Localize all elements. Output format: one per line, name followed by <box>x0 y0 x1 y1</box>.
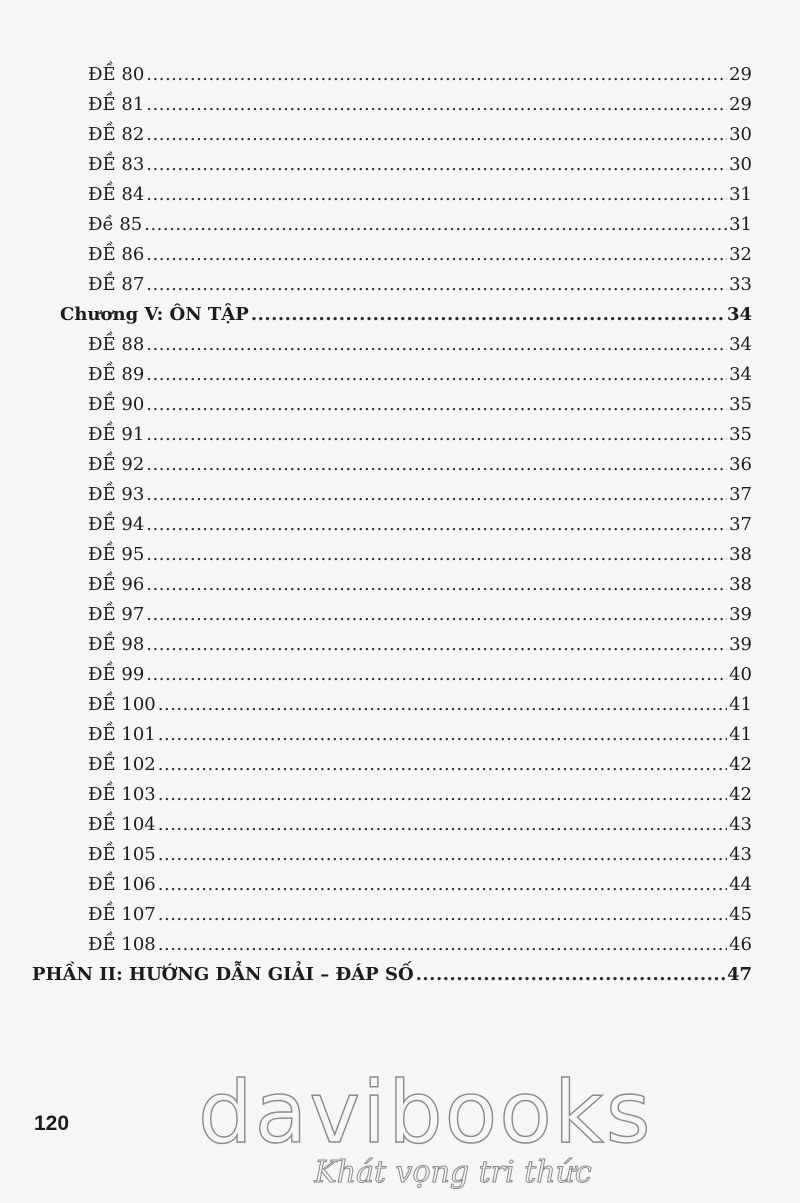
toc-entry-page: 29 <box>729 64 752 85</box>
toc-entry-page: 32 <box>729 244 752 265</box>
dot-leader <box>146 390 727 420</box>
toc-entry <box>88 420 752 450</box>
toc-entry-label: ĐỀ 107 <box>88 904 156 925</box>
toc-entry-label: ĐỀ 106 <box>88 874 156 895</box>
toc-entry-page: 42 <box>729 784 752 805</box>
toc-entry-label: ĐỀ 92 <box>88 454 145 475</box>
dot-leader <box>158 690 727 720</box>
toc-entry <box>88 630 752 660</box>
dot-leader <box>146 660 727 690</box>
toc-entry-page: 38 <box>729 574 752 595</box>
toc-entry <box>88 180 752 210</box>
toc-entry-page: 34 <box>729 364 752 385</box>
dot-leader <box>158 930 727 960</box>
toc-entry <box>88 900 752 930</box>
toc-entry <box>88 870 752 900</box>
toc-entry-label: ĐỀ 104 <box>88 814 156 835</box>
dot-leader <box>146 630 727 660</box>
toc-entry <box>88 480 752 510</box>
toc-entry-label: ĐỀ 80 <box>88 64 145 85</box>
page-number: 120 <box>34 1112 70 1135</box>
brand-name: davibooks <box>198 1063 653 1163</box>
toc-entry <box>88 510 752 540</box>
toc-entry <box>88 810 752 840</box>
dot-leader <box>146 570 727 600</box>
toc-entry <box>88 690 752 720</box>
toc-entry-page: 30 <box>729 154 752 175</box>
toc-entry-label: ĐỀ 95 <box>88 544 145 565</box>
toc-entry <box>88 150 752 180</box>
toc-entry-page: 41 <box>729 724 752 745</box>
toc-entry-label: ĐỀ 89 <box>88 364 145 385</box>
toc-entry <box>88 90 752 120</box>
toc-entry <box>88 270 752 300</box>
toc-entry-label: ĐỀ 87 <box>88 274 145 295</box>
dot-leader <box>158 750 727 780</box>
toc-entry-label: ĐỀ 81 <box>88 94 145 115</box>
dot-leader <box>158 900 727 930</box>
dot-leader <box>146 270 727 300</box>
toc-entry <box>88 840 752 870</box>
dot-leader <box>146 360 727 390</box>
toc-entry-label: Đề 85 <box>88 214 143 235</box>
toc-entry <box>88 540 752 570</box>
toc-entry <box>88 240 752 270</box>
dot-leader <box>146 150 727 180</box>
toc-entry-label: PHẦN II: HƯỚNG DẪN GIẢI – ĐÁP SỐ <box>32 964 414 985</box>
toc-chapter-heading <box>60 300 752 330</box>
toc-entry-page: 47 <box>726 964 752 985</box>
toc-entry-page: 33 <box>729 274 752 295</box>
dot-leader <box>158 810 727 840</box>
toc-entry-label: ĐỀ 96 <box>88 574 145 595</box>
dot-leader <box>146 600 727 630</box>
toc-entry-page: 44 <box>729 874 752 895</box>
toc-entry-page: 43 <box>729 844 752 865</box>
dot-leader <box>144 210 727 240</box>
toc-entry-page: 39 <box>729 634 752 655</box>
dot-leader <box>146 540 727 570</box>
toc-entry <box>88 390 752 420</box>
dot-leader <box>146 180 727 210</box>
toc-entry-label: ĐỀ 88 <box>88 334 145 355</box>
toc-entry-label: ĐỀ 100 <box>88 694 156 715</box>
toc-entry-page: 37 <box>729 514 752 535</box>
toc-entry-page: 31 <box>729 214 752 235</box>
dot-leader <box>146 120 727 150</box>
toc-entry <box>88 360 752 390</box>
toc-entry <box>88 330 752 360</box>
toc-entry-label: ĐỀ 102 <box>88 754 156 775</box>
toc-entry <box>88 450 752 480</box>
toc-entry-label: ĐỀ 105 <box>88 844 156 865</box>
dot-leader <box>146 330 727 360</box>
brand-tagline: Khát vọng tri thức <box>314 1155 592 1190</box>
toc-entry-label: ĐỀ 108 <box>88 934 156 955</box>
toc-entry-label: ĐỀ 91 <box>88 424 145 445</box>
dot-leader <box>251 300 725 330</box>
toc-entry-label: ĐỀ 83 <box>88 154 145 175</box>
toc-entry-page: 45 <box>729 904 752 925</box>
toc-entry-page: 41 <box>729 694 752 715</box>
dot-leader <box>158 870 727 900</box>
toc-entry-label: ĐỀ 93 <box>88 484 145 505</box>
toc-entry-page: 42 <box>729 754 752 775</box>
dot-leader <box>146 510 727 540</box>
dot-leader <box>416 960 725 990</box>
toc-entry-label: ĐỀ 99 <box>88 664 145 685</box>
toc-entry-page: 30 <box>729 124 752 145</box>
toc-entry-page: 34 <box>726 304 752 325</box>
toc-entry <box>88 600 752 630</box>
toc-entry <box>88 780 752 810</box>
toc-entry <box>88 660 752 690</box>
dot-leader <box>158 780 727 810</box>
toc-entry-label: ĐỀ 103 <box>88 784 156 805</box>
toc-entry-page: 29 <box>729 94 752 115</box>
dot-leader <box>146 450 727 480</box>
toc-entry-page: 39 <box>729 604 752 625</box>
dot-leader <box>158 720 727 750</box>
toc-entry-page: 31 <box>729 184 752 205</box>
dot-leader <box>146 420 727 450</box>
toc-entry <box>88 210 752 240</box>
toc-entry-page: 34 <box>729 334 752 355</box>
dot-leader <box>158 840 727 870</box>
toc-entry-label: ĐỀ 94 <box>88 514 145 535</box>
toc-entry-page: 35 <box>729 394 752 415</box>
dot-leader <box>146 480 727 510</box>
brand-watermark <box>198 1063 653 1198</box>
toc-entry <box>88 120 752 150</box>
toc-entry-page: 37 <box>729 484 752 505</box>
dot-leader <box>146 60 727 90</box>
toc-entry <box>88 930 752 960</box>
toc-entry-page: 36 <box>729 454 752 475</box>
toc-entry-label: ĐỀ 84 <box>88 184 145 205</box>
toc-part-heading <box>32 960 752 990</box>
toc-entry <box>88 720 752 750</box>
toc-entry-page: 46 <box>729 934 752 955</box>
toc-entry-label: Chương V: ÔN TẬP <box>60 304 249 325</box>
toc-entry-label: ĐỀ 90 <box>88 394 145 415</box>
toc-entry <box>88 60 752 90</box>
toc-entry-page: 38 <box>729 544 752 565</box>
toc-entry <box>88 570 752 600</box>
toc-entry-page: 40 <box>729 664 752 685</box>
toc-entry-label: ĐỀ 86 <box>88 244 145 265</box>
toc-entry-page: 43 <box>729 814 752 835</box>
toc-entry-label: ĐỀ 97 <box>88 604 145 625</box>
toc-entry-label: ĐỀ 101 <box>88 724 156 745</box>
dot-leader <box>146 90 727 120</box>
toc-entry <box>88 750 752 780</box>
toc-entry-label: ĐỀ 98 <box>88 634 145 655</box>
dot-leader <box>146 240 727 270</box>
toc-entry-label: ĐỀ 82 <box>88 124 145 145</box>
toc-entry-page: 35 <box>729 424 752 445</box>
